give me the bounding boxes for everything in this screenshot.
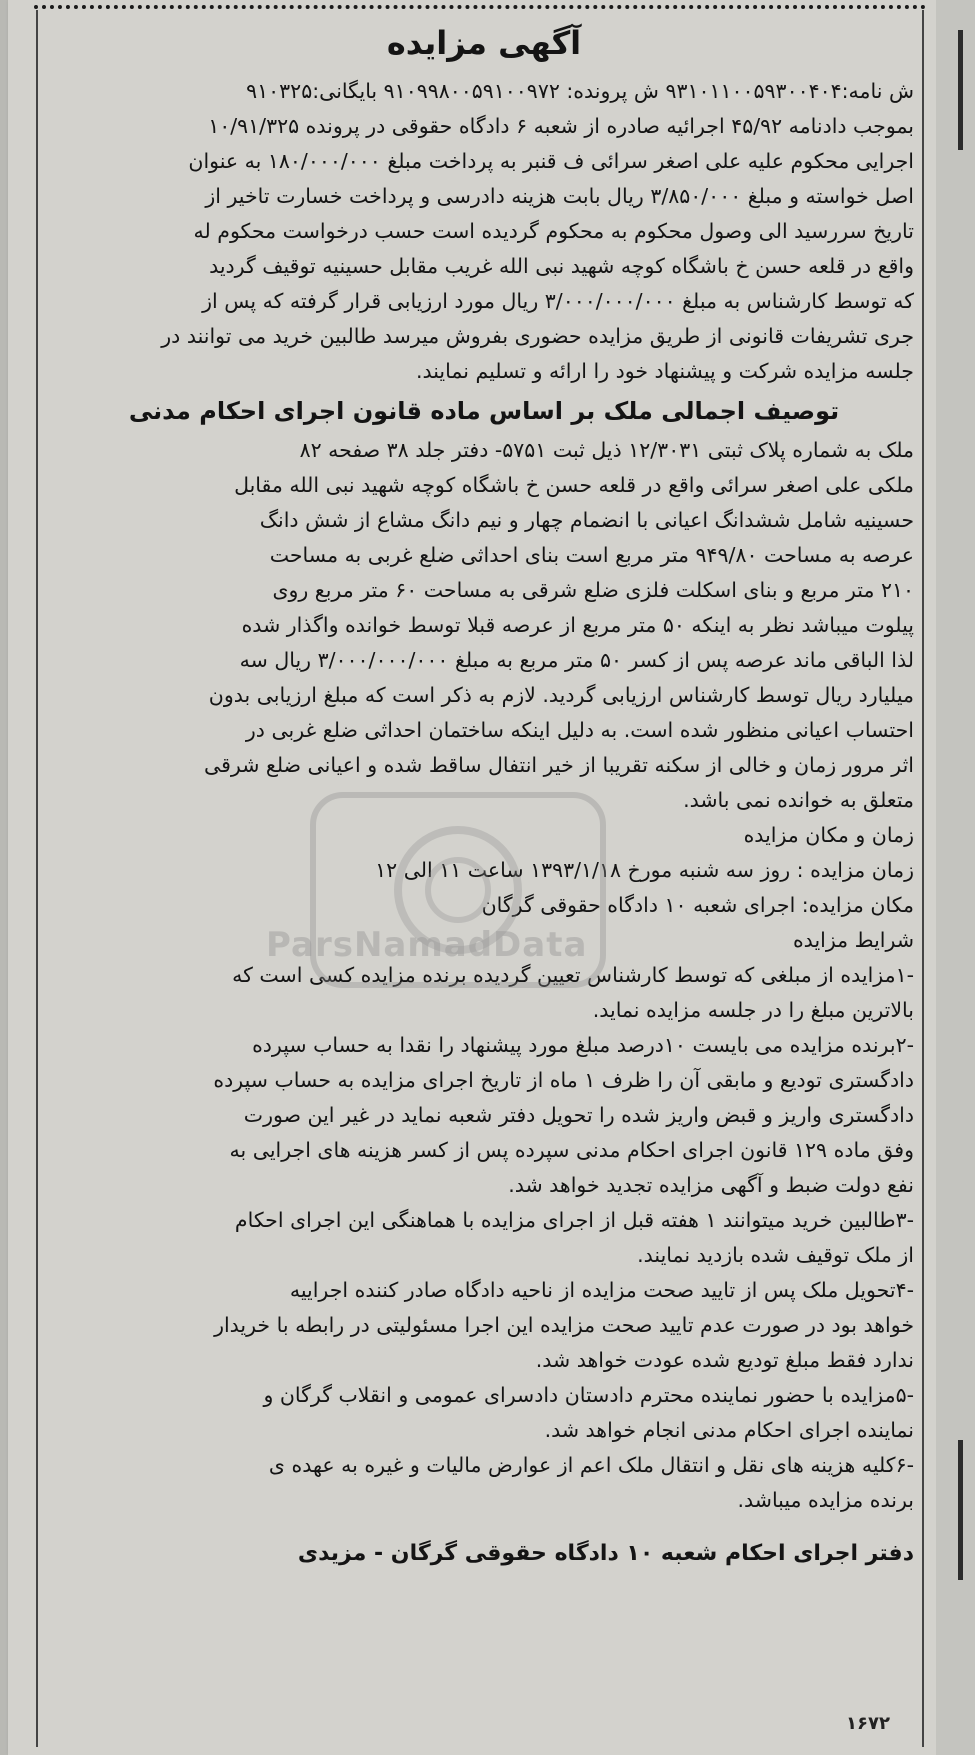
auction-place: مکان مزایده: اجرای شعبه ۱۰ دادگاه حقوقی گرگان bbox=[481, 893, 914, 917]
condition-line: -۲برنده مزایده می بایست ۱۰درصد مبلغ مورد پیشنهاد را نقدا به حساب سپرده bbox=[252, 1033, 914, 1057]
left-border-line bbox=[36, 10, 38, 1747]
notice-title: آگهی مزایده bbox=[386, 24, 582, 62]
newspaper-clipping bbox=[8, 0, 936, 1755]
watermark-text: ParsNamadData bbox=[266, 925, 588, 965]
right-border-line bbox=[922, 10, 924, 1747]
strip-rule-1 bbox=[958, 30, 963, 150]
condition-line: دادگستری تودیع و مابقی آن را ظرف ۱ ماه از تاریخ اجرای مزایده به حساب سپرده bbox=[213, 1068, 914, 1092]
signature-line: دفتر اجرای احکام شعبه ۱۰ دادگاه حقوقی گرگان - مزیدی bbox=[297, 1541, 914, 1566]
description-line: متعلق به خوانده نمی باشد. bbox=[683, 788, 914, 812]
description-line: احتساب اعیانی منظور شده است. به دلیل اینکه ساختمان احداثی ضلع غربی در bbox=[245, 718, 914, 742]
description-line: حسینیه شامل ششدانگ اعیانی با انضمام چهار و نیم دانگ مشاع از شش دانگ bbox=[259, 508, 914, 532]
condition-line: ندارد فقط مبلغ تودیع شده عودت خواهد شد. bbox=[535, 1348, 914, 1372]
intro-line: جلسه مزایده شرکت و پیشنهاد خود را ارائه و تسلیم نمایند. bbox=[415, 359, 914, 383]
condition-line: دادگستری واریز و قبض واریز شده را تحویل دفتر شعبه نماید در غیر این صورت bbox=[243, 1103, 914, 1127]
intro-paragraph bbox=[54, 109, 914, 389]
reference-line: ش نامه:۹۳۱۰۱۱۰۰۵۹۳۰۰۴۰۴ ش پرونده: ۹۱۰۹۹۸۰۰۵۹۱۰۰۹۷۲ بایگانی:۹۱۰۳۲۵ bbox=[246, 79, 914, 103]
description-line: ملکی علی اصغر سرائی واقع در قلعه حسن خ باشگاه کوچه شهید نبی الله مقابل bbox=[234, 473, 914, 497]
intro-line: اجرایی محکوم علیه علی اصغر سرائی ف قنبر به پرداخت مبلغ ۱۸۰/۰۰۰/۰۰۰ به عنوان bbox=[188, 149, 914, 173]
strip-rule-2 bbox=[958, 1440, 963, 1580]
condition-line: برنده مزایده میباشد. bbox=[737, 1488, 914, 1512]
condition-line: -۴تحویل ملک پس از تایید صحت مزایده از ناحیه دادگاه صادر کننده اجراییه bbox=[289, 1278, 914, 1302]
condition-line: از ملک توقیف شده بازدید نمایند. bbox=[637, 1243, 914, 1267]
page-number: ۱۶۷۲ bbox=[846, 1713, 890, 1734]
time-place-heading: زمان و مکان مزایده bbox=[743, 823, 914, 847]
description-line: عرصه به مساحت ۹۴۹/۸۰ متر مربع است بنای احداثی ضلع غربی به مساحت bbox=[269, 543, 914, 567]
description-line: ۲۱۰ متر مربع و بنای اسکلت فلزی ضلع شرقی به مساحت ۶۰ متر مربع روی bbox=[272, 578, 914, 602]
description-line: پیلوت میباشد نظر به اینکه ۵۰ متر مربع از عرصه قبلا توسط خوانده واگذار شده bbox=[241, 613, 914, 637]
adjacent-column-strip bbox=[936, 0, 975, 1755]
notice-content bbox=[54, 18, 914, 1574]
description-line: میلیارد ریال توسط کارشناس ارزیابی گردید. لازم به ذکر است که مبلغ ارزیابی بدون bbox=[208, 683, 914, 707]
condition-line: نفع دولت ضبط و آگهی مزایده تجدید خواهد شد. bbox=[508, 1173, 914, 1197]
intro-line: واقع در قلعه حسن خ باشگاه کوچه شهید نبی الله غریب مقابل حسینیه توقیف گردید bbox=[209, 254, 914, 278]
condition-line: -۳طالبین خرید میتوانند ۱ هفته قبل از اجرای مزایده با هماهنگی این اجرای احکام bbox=[234, 1208, 914, 1232]
top-dotted-border bbox=[34, 5, 926, 9]
condition-line: -۵مزایده با حضور نماینده محترم دادستان دادسرای عمومی و انقلاب گرگان و bbox=[263, 1383, 914, 1407]
conditions-heading: شرایط مزایده bbox=[792, 928, 914, 952]
condition-line: -۶کلیه هزینه های نقل و انتقال ملک اعم از عوارض مالیات و غیره به عهده ی bbox=[268, 1453, 914, 1477]
condition-line: خواهد بود در صورت عدم تایید صحت مزایده این اجرا مسئولیتی در رابطه با خریدار bbox=[214, 1313, 914, 1337]
condition-line: نماینده اجرای احکام مدنی انجام خواهد شد. bbox=[544, 1418, 914, 1442]
intro-line: تاریخ سررسید الی وصول محکوم به محکوم گردیده است حسب درخواست محکوم له bbox=[193, 219, 914, 243]
description-paragraph bbox=[54, 433, 914, 818]
intro-line: جری تشریفات قانونی از طریق مزایده حضوری بفروش میرسد طالبین خرید می توانند در bbox=[161, 324, 914, 348]
notice-frame bbox=[30, 0, 930, 1755]
description-line: ملک به شماره پلاک ثبتی ۱۲/۳۰۳۱ ذیل ثبت ۵۷۵۱- دفتر جلد ۳۸ صفحه ۸۲ bbox=[299, 438, 914, 462]
description-line: اثر مرور زمان و خالی از سکنه تقریبا از خیر انتفال ساقط شده و اعیانی ضلع شرقی bbox=[204, 753, 914, 777]
description-title: توصیف اجمالی ملک بر اساس ماده قانون اجرای احکام مدنی bbox=[128, 397, 840, 425]
intro-line: اصل خواسته و مبلغ ۳/۸۵۰/۰۰۰ ریال بابت هزینه دادرسی و پرداخت خسارت تاخیر از bbox=[205, 184, 914, 208]
condition-line: -۱مزایده از مبلغی که توسط کارشناس تعیین گردیده برنده مزایده کسی است که bbox=[232, 963, 914, 987]
condition-line: بالاترین مبلغ را در جلسه مزایده نماید. bbox=[592, 998, 914, 1022]
condition-line: وفق ماده ۱۲۹ قانون اجرای احکام مدنی سپرده پس از کسر هزینه های اجرایی به bbox=[229, 1138, 914, 1162]
description-line: لذا الباقی ماند عرصه پس از کسر ۵۰ متر مربع به مبلغ ۳/۰۰۰/۰۰۰/۰۰۰ ریال سه bbox=[239, 648, 914, 672]
intro-line: بموجب دادنامه ۴۵/۹۲ اجرائیه صادره از شعبه ۶ دادگاه حقوقی در پرونده ۱۰/۹۱/۳۲۵ bbox=[208, 114, 914, 138]
auction-time: زمان مزایده : روز سه شنبه مورخ ۱۳۹۳/۱/۱۸ ساعت ۱۱ الی ۱۲ bbox=[375, 858, 914, 882]
conditions-list bbox=[54, 958, 914, 1518]
intro-line: که توسط کارشناس به مبلغ ۳/۰۰۰/۰۰۰/۰۰۰ ریال مورد ارزیابی قرار گرفته که پس از bbox=[202, 289, 914, 313]
